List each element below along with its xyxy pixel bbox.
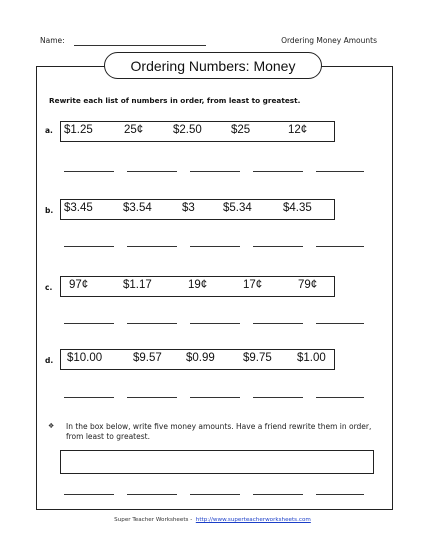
amount: $2.50 [173, 124, 202, 136]
amount: $1.17 [123, 279, 152, 291]
answer-line [253, 323, 303, 324]
amount: $4.35 [283, 202, 312, 214]
amount: $9.57 [133, 352, 162, 364]
amount: $0.99 [186, 352, 215, 364]
bonus-answer-box[interactable] [60, 450, 374, 474]
answer-line [190, 494, 240, 495]
question-box-c [60, 276, 335, 297]
amount: $3.54 [123, 202, 152, 214]
diamond-bullet-icon: ❖ [48, 422, 55, 430]
bonus-instructions: In the box below, write five money amounts. Have a friend rewrite them in order, from least to greatest. [66, 422, 372, 441]
amount: $25 [231, 124, 251, 136]
answer-line [253, 494, 303, 495]
answer-line [316, 171, 364, 172]
question-box-b [60, 199, 335, 220]
question-box-a [60, 121, 335, 142]
answer-line [190, 246, 240, 247]
answer-line [64, 323, 114, 324]
amount: $3 [182, 202, 195, 214]
answer-line [316, 323, 364, 324]
amount: $10.00 [67, 352, 103, 364]
amount: $9.75 [243, 352, 272, 364]
footer-site-name: Super Teacher Worksheets [114, 517, 189, 523]
instructions: Rewrite each list of numbers in order, from least to greatest. [49, 96, 301, 105]
amount: $3.45 [64, 202, 93, 214]
question-box-d [60, 349, 335, 370]
question-letter-c: c. [45, 283, 53, 292]
answer-line [127, 171, 177, 172]
answer-line [127, 397, 177, 398]
answer-line [64, 397, 114, 398]
answer-line [253, 246, 303, 247]
answer-line [253, 397, 303, 398]
answer-line [316, 397, 364, 398]
amount: 19¢ [188, 279, 208, 291]
amount: $1.25 [64, 124, 93, 136]
answer-line [127, 494, 177, 495]
name-line [74, 45, 206, 46]
amount: 79¢ [298, 279, 318, 291]
amount: $5.34 [223, 202, 252, 214]
question-letter-a: a. [45, 126, 53, 135]
answer-line [127, 323, 177, 324]
answer-line [190, 171, 240, 172]
footer-link[interactable]: http://www.superteacherworksheets.com [195, 517, 311, 523]
amount: 12¢ [288, 124, 308, 136]
answer-line [316, 246, 364, 247]
question-letter-b: b. [45, 206, 54, 215]
footer-separator: - [188, 517, 196, 523]
question-letter-d: d. [45, 356, 54, 365]
answer-line [64, 246, 114, 247]
name-label: Name: [40, 36, 65, 45]
amount: 17¢ [243, 279, 263, 291]
amount: 97¢ [69, 279, 89, 291]
answer-line [253, 171, 303, 172]
answer-line [190, 323, 240, 324]
answer-line [127, 246, 177, 247]
answer-line [316, 494, 364, 495]
amount: 25¢ [124, 124, 144, 136]
answer-line [190, 397, 240, 398]
answer-line [64, 171, 114, 172]
worksheet-title: Ordering Numbers: Money [104, 52, 322, 79]
amount: $1.00 [297, 352, 326, 364]
answer-line [64, 494, 114, 495]
worksheet-header-title: Ordering Money Amounts [281, 36, 377, 45]
footer [0, 517, 425, 523]
